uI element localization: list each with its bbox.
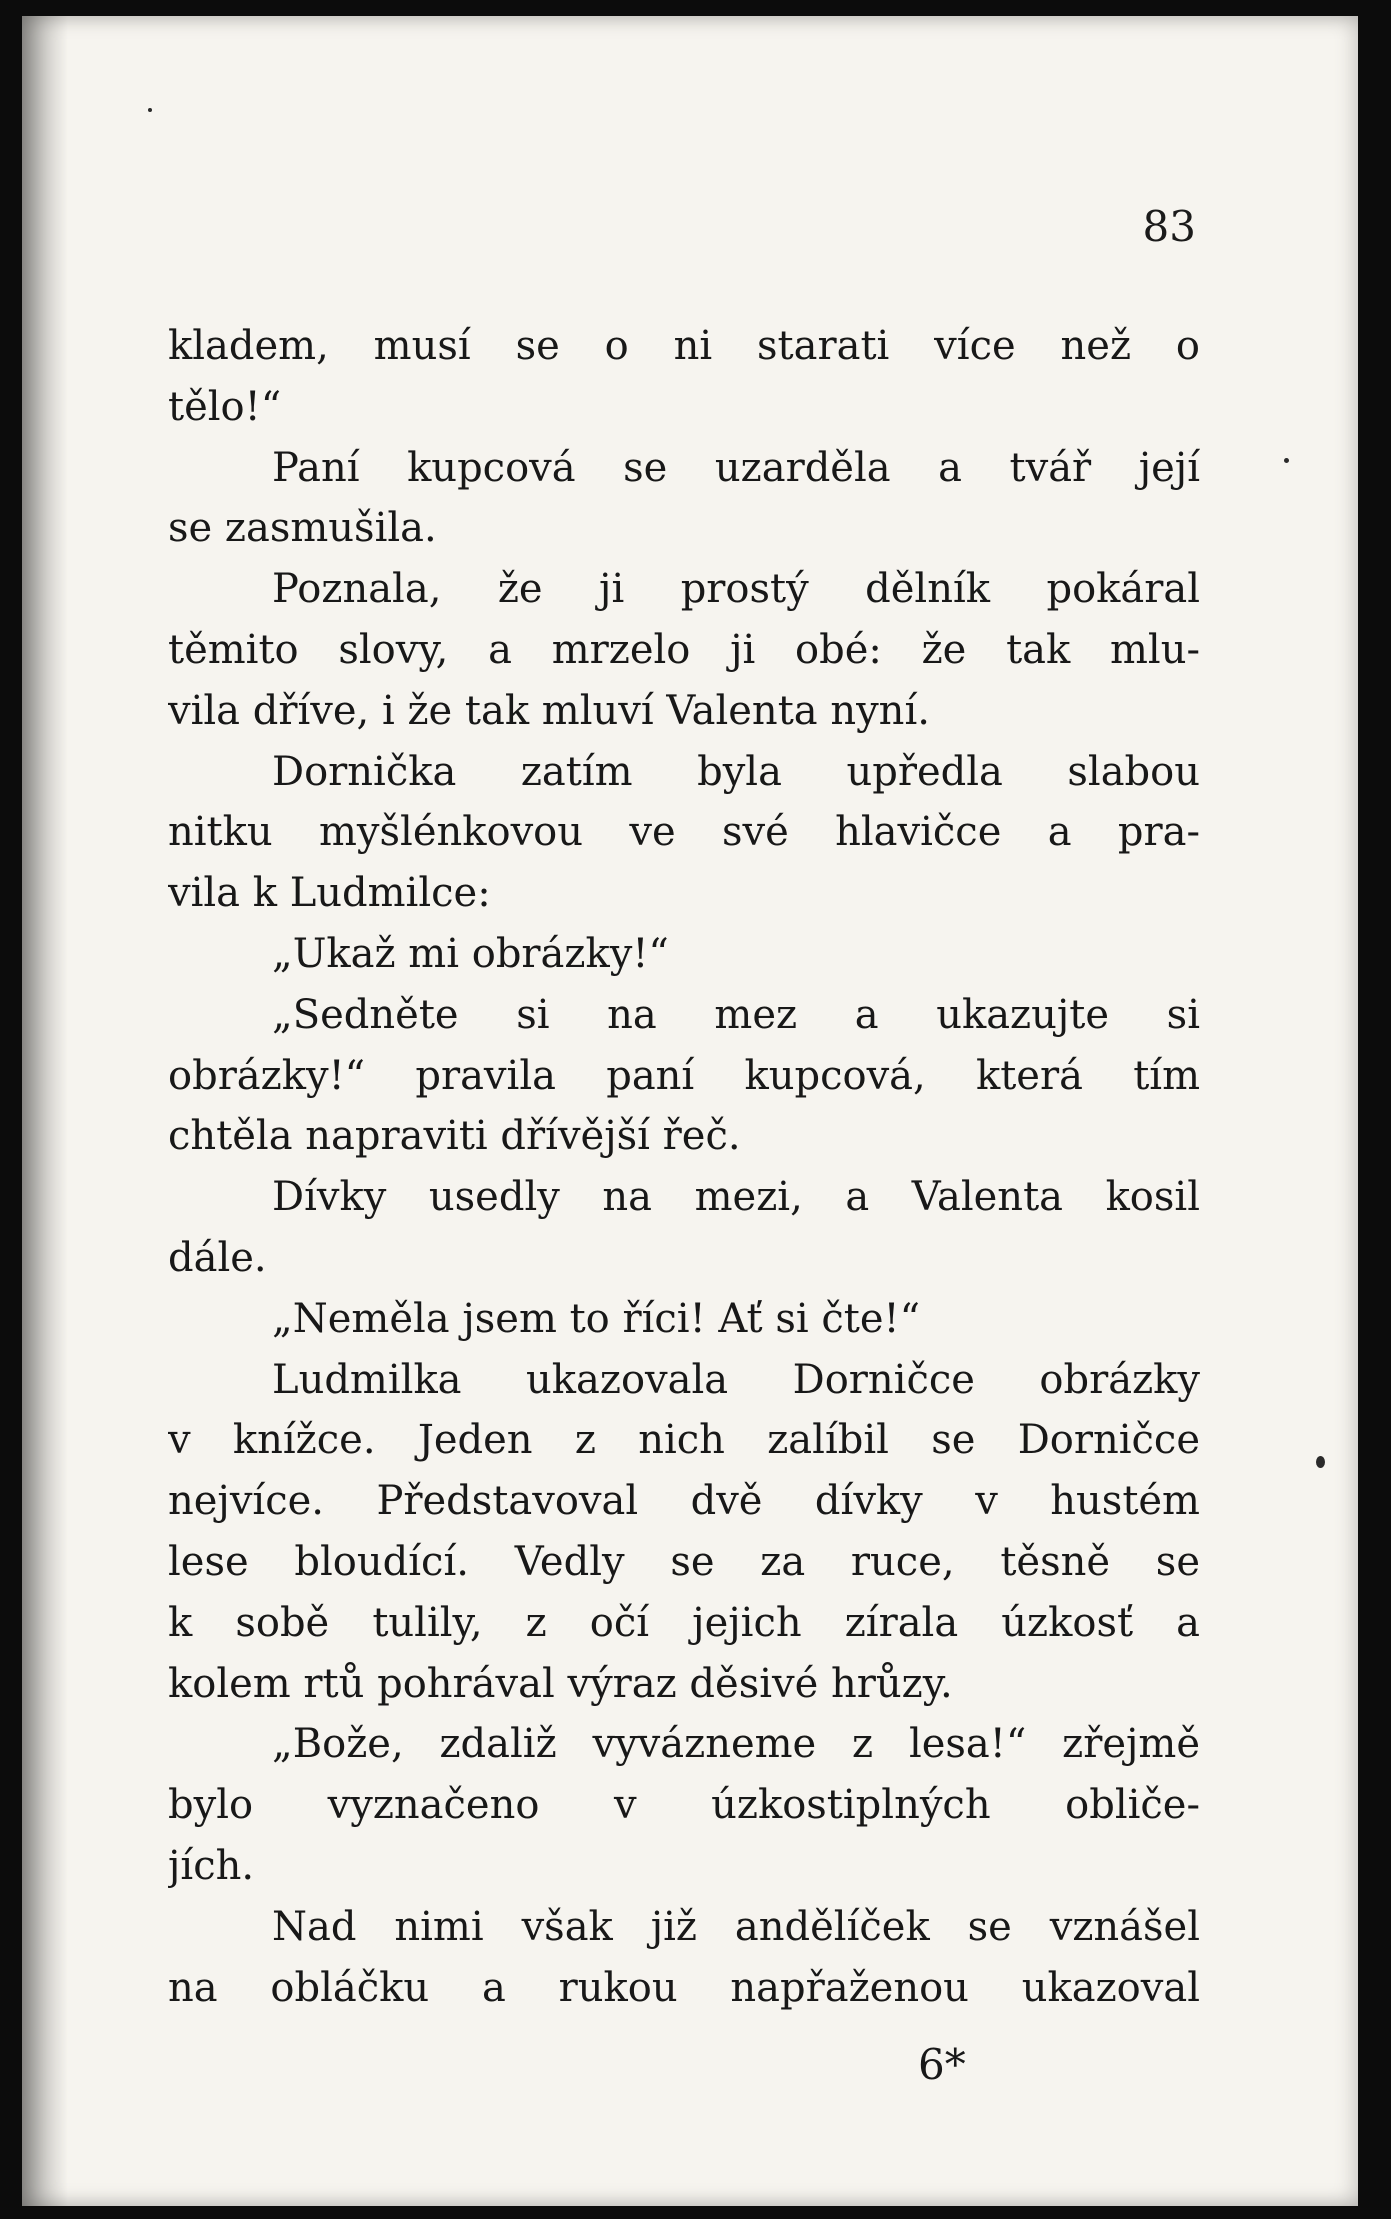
paper-speck [1284,458,1289,463]
text-line: kolem rtů pohrával výraz děsivé hrůzy. [168,1660,953,1707]
text-line: těmito slovy, a mrzelo ji obé: že tak mlu- [168,626,1200,673]
text-line: Poznala, že ji prostý dělník pokáral [272,566,1200,613]
text-line: na obláčku a rukou napřaženou ukazoval [168,1964,1200,2011]
text-line: nitku myšlénkovou ve své hlavičce a pra- [168,809,1200,856]
text-line: vila dříve, i že tak mluví Valenta nyní. [168,687,930,734]
paper-speck [148,108,152,112]
text-line: tělo!“ [168,383,282,430]
text-line: k sobě tulily, z očí jejich zírala úzkosť a [168,1599,1200,1646]
text-line: „Sedněte si na mez a ukazujte si [272,991,1200,1038]
text-line: v knížce. Jeden z nich zalíbil se Dorničce [168,1417,1200,1464]
text-line: „Neměla jsem to říci! Ať si čte!“ [272,1295,921,1342]
text-line: jích. [168,1842,255,1889]
text-line: Dornička zatím byla upředla slabou [272,748,1200,795]
text-line: bylo vyznačeno v úzkostiplných obliče- [168,1782,1200,1829]
text-line: Nad nimi však již andělíček se vznášel [272,1903,1200,1950]
text-line: se zasmušila. [168,505,437,552]
text-line: Ludmilka ukazovala Dorničce obrázky [272,1356,1200,1403]
text-line: Dívky usedly na mezi, a Valenta kosil [272,1174,1200,1221]
binding-shadow [22,16,68,2206]
text-line: vila k Ludmilce: [168,870,491,917]
text-line: „Ukaž mi obrázky!“ [272,930,669,977]
book-page [22,16,1358,2206]
text-line: dále. [168,1234,267,1281]
text-line: nejvíce. Představoval dvě dívky v hustém [168,1478,1200,1525]
text-line: „Bože, zdaliž vyvázneme z lesa!“ zřejmě [272,1721,1200,1768]
text-line: kladem, musí se o ni starati více než o [168,323,1200,369]
text-line: obrázky!“ pravila paní kupcová, která tím [168,1052,1200,1099]
body-text [168,316,1200,2018]
text-line: lese bloudící. Vedly se za ruce, těsně se [168,1538,1200,1585]
page-number: 83 [1142,202,1196,251]
signature-mark: 6* [918,2040,966,2089]
paper-speck [1316,1456,1325,1468]
text-line: Paní kupcová se uzarděla a tvář její [272,444,1200,491]
text-line: chtěla napraviti dřívější řeč. [168,1113,741,1160]
